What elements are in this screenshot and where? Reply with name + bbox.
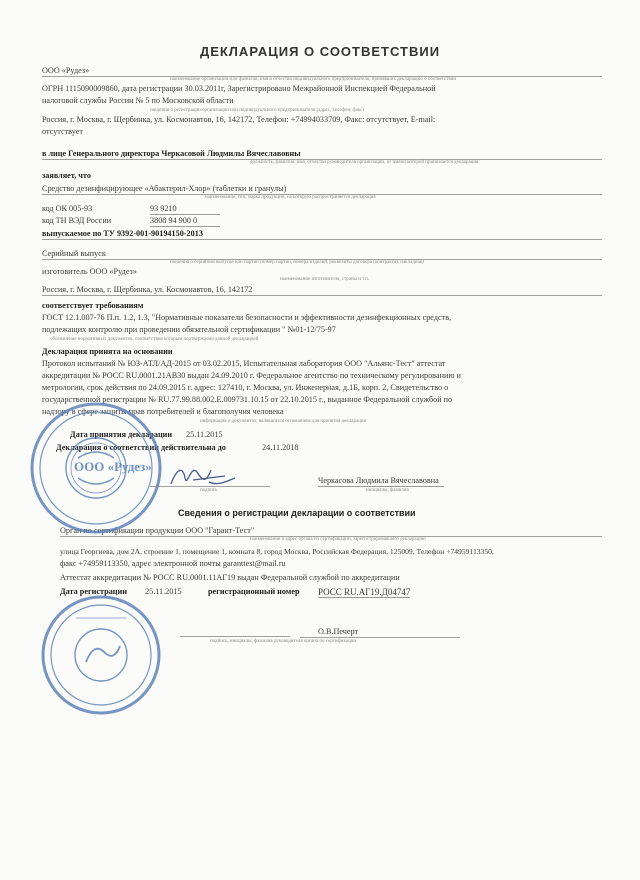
reg-body-line: Орган по сертификации продукции ООО "Гарант-Тест" bbox=[60, 526, 255, 535]
basis-line-2: аккредитации № РОСС RU.0001.21АВ30 выдан 24.09.2010 г. Федеральное агентство по техническому регулированию и bbox=[42, 371, 461, 380]
gost-line-2: подлежащих контролю при проведении обязательной сертификации " №01-12/75-97 bbox=[42, 325, 336, 334]
basis-line-1: Протокол испытаний № ЮЗ-АТЛ/АД-2015 от 03.02.2015, Испытательная лаборатория ООО "Альянс-Тест" аттестат bbox=[42, 359, 446, 368]
person-caption: должность, фамилия, имя, отчество руководителя организации, от имени которой принимается декларация bbox=[250, 160, 479, 165]
signer-name: Черкасова Людмила Вячеславовна bbox=[318, 476, 444, 487]
manufacturer-address: Россия, г. Москва, г. Щербинка, ул. Космонавтов, 16, 142172 bbox=[42, 285, 253, 294]
basis-label: Декларация принята на основании bbox=[42, 347, 173, 356]
applicant-caption: наименование организации или фамилия, имя и отчество индивидуального предпринимателя, принявших декларацию о соответствии bbox=[170, 77, 457, 82]
basis-line-5: надзору в сфере защиты прав потребителей и благополучия человека bbox=[42, 407, 284, 416]
reg-sign-rule bbox=[180, 636, 290, 637]
registration-title: Сведения о регистрации декларации о соответствии bbox=[178, 508, 416, 518]
address-line-2: отсутствует bbox=[42, 127, 83, 136]
accepted-label: Дата принятия декларации bbox=[70, 430, 173, 439]
reg-signer-rule bbox=[300, 637, 460, 638]
certification-stamp bbox=[36, 590, 166, 720]
spec-line: выпускаемое по ТУ 9392-001-90194150-2013 bbox=[42, 229, 203, 238]
manufacturer-caption: наименование изготовителя, страны и т.п. bbox=[280, 277, 370, 282]
manufacturer-line: изготовитель ООО «Рудез» bbox=[42, 267, 137, 276]
reg-sign-caption: подпись, инициалы, фамилия руководителя органа по сертификации bbox=[210, 639, 357, 644]
spec-rule bbox=[42, 239, 602, 240]
valid-date: 24.11.2018 bbox=[262, 443, 299, 452]
reg-date-label: Дата регистрации bbox=[60, 587, 127, 596]
applicant-name: ООО «Рудез» bbox=[42, 66, 132, 77]
tnved-label: код ТН ВЭД России bbox=[42, 216, 112, 225]
reg-number-label: регистрационный номер bbox=[208, 587, 300, 596]
reg-fax-line: факс +74959113350, адрес электронной почты garanttest@mail.ru bbox=[60, 559, 286, 568]
signature-caption: подпись bbox=[200, 488, 218, 493]
tnved-value: 3808 94 900 0 bbox=[150, 216, 220, 227]
signer-caption: инициалы, фамилия bbox=[366, 488, 409, 493]
gost-caption: обозначение нормативных документов, соответствие которым подтверждено данной декларацией bbox=[50, 337, 259, 342]
basis-caption: информация о документах, являвшихся основанием для принятия декларации bbox=[200, 419, 367, 424]
declares-label: заявляет, что bbox=[42, 171, 91, 180]
basis-line-3: метрологии, срок действия по 24.09.2015 г. адрес: 127410, г. Москва, ул. Инженерная, д.1Б, корп. 2, Свидетельство о bbox=[42, 383, 449, 392]
person-line: в лице Генерального директора Черкасовой Людмилы Вячеславовны bbox=[42, 149, 301, 158]
accepted-date: 25.11.2015 bbox=[186, 430, 223, 439]
gost-line-1: ГОСТ 12.1.007-76 П.п. 1.2, 1.3, "Нормативные показатели безопасности и эффективности дезинфекционных средств, bbox=[42, 313, 452, 322]
conforms-label: соответствует требованиям bbox=[42, 301, 144, 310]
address-line: Россия, г. Москва, г. Щербинка, ул. Космонавтов, 16, 142172, Телефон: +74994033709, Факс: отсутствует, E-mail: bbox=[42, 115, 436, 124]
address-caption: сведения о регистрации организации или индивидуального предпринимателя (адрес, телефон, факс) bbox=[150, 108, 365, 113]
ogrn-line: ОГРН 1115090009860, дата регистрации 30.03.2011г, Зарегистрировано Межрайонной Инспекцией Федеральной bbox=[42, 84, 436, 93]
basis-line-4: государственной регистрации № RU.77.99.88.002.Е.009731.10.15 от 22.10.2015 г., выданное Федеральной службой по bbox=[42, 395, 453, 404]
serial-line: Серийный выпуск bbox=[42, 249, 106, 258]
reg-accreditation-line: Аттестат аккредитации № РОСС RU.0001.11АГ19 выдан Федеральной службой по аккредитации bbox=[60, 573, 400, 582]
product-name: Средство дезинфицирующее «Абактерил-Хлор» (таблетки и гранулы) bbox=[42, 184, 287, 193]
okp-label: код ОК 005-93 bbox=[42, 204, 93, 213]
valid-label: Декларация о соответствии действительна до bbox=[56, 443, 226, 452]
signature-rule bbox=[150, 486, 270, 487]
document-title: ДЕКЛАРАЦИЯ О СООТВЕТСТВИИ bbox=[199, 44, 441, 59]
tax-line: налоговой службы России № 5 по Московской области bbox=[42, 96, 234, 105]
reg-date: 25.11.2015 bbox=[145, 587, 182, 596]
manufacturer-rule bbox=[42, 295, 602, 296]
stamp-brand: ООО «Рудез» bbox=[74, 459, 152, 474]
reg-caption: наименование и адрес органа по сертификации, зарегистрировавшего декларацию bbox=[250, 537, 426, 542]
reg-signer: О.В.Печерт bbox=[318, 627, 359, 636]
serial-caption: сведения о серийном выпуске или партии (номер партии, номера изделий, реквизиты договора (контракта), накладная) bbox=[170, 260, 424, 265]
reg-number: РОСС RU.АГ19.Д04747 bbox=[318, 587, 411, 597]
okp-value: 93 9210 bbox=[150, 204, 220, 215]
product-caption: наименование, тип, марка продукции, на которую распространяется декларация bbox=[205, 195, 376, 200]
reg-address-line: улица Георгиева, дом 2А, строение 1, помещение 1, комната 8, город Москва, Российская Федерация, 125009, Телефон +74959113350, bbox=[60, 547, 494, 556]
